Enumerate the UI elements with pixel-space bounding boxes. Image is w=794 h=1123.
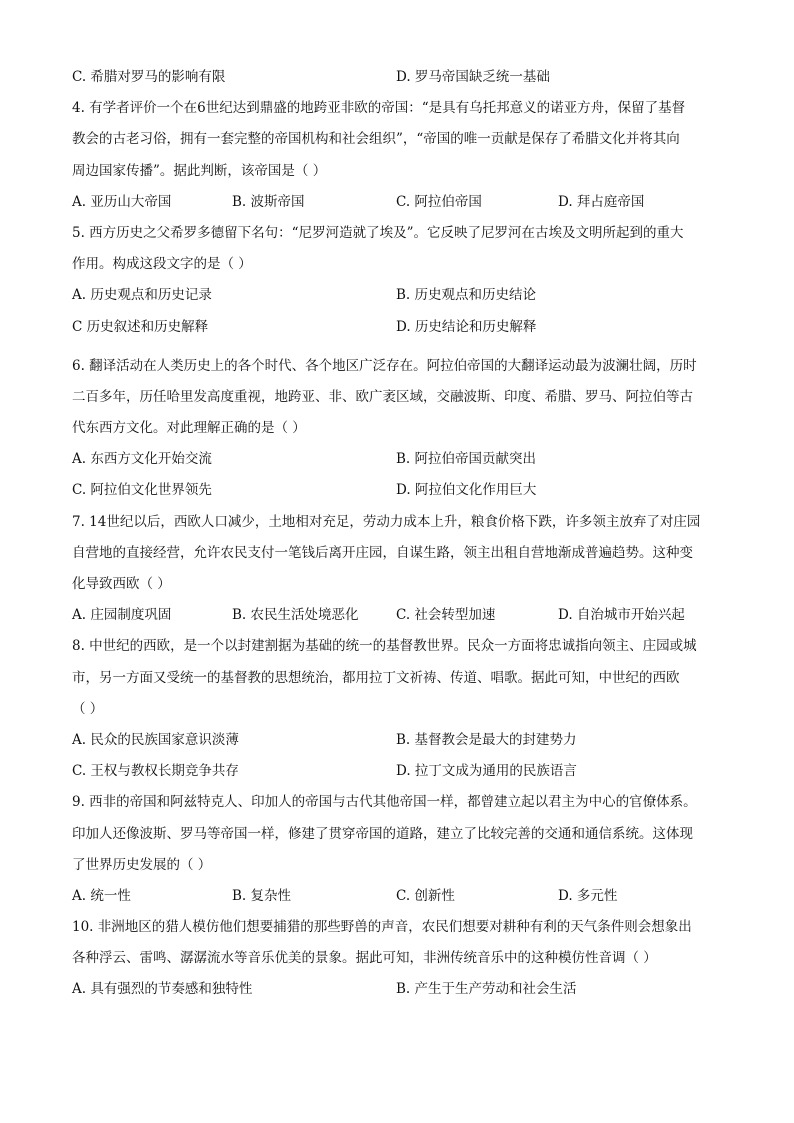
option-b: B. 复杂性 [232, 887, 292, 904]
option-a: A. 具有强烈的节奏感和独特性 [72, 981, 253, 998]
option-d: D. 阿拉伯文化作用巨大 [396, 482, 537, 499]
question-stem-line: 各种浮云、雷鸣、潺潺流水等音乐优美的景象。据此可知，非洲传统音乐中的这种模仿性音调（ ） [72, 950, 657, 967]
option-b: B. 基督教会是最大的封建势力 [396, 731, 577, 748]
option-a: A. 历史观点和历史记录 [72, 287, 212, 304]
option-c: C. 创新性 [396, 887, 455, 904]
option-c: C. 阿拉伯帝国 [396, 193, 482, 210]
option-d: D. 罗马帝国缺乏统一基础 [396, 69, 550, 85]
option-row [72, 974, 724, 1005]
question-7 [72, 507, 724, 632]
question-10 [72, 912, 724, 1006]
option-a: A. 统一性 [72, 887, 131, 904]
question-4 [72, 93, 724, 218]
option-row [72, 280, 724, 311]
option-row [72, 725, 724, 756]
question-stem-line: 代东西方文化。对此理解正确的是（ ） [72, 420, 306, 437]
option-d: D. 拉丁文成为通用的民族语言 [396, 763, 577, 780]
question-stem-line: 9. 西非的帝国和阿兹特克人、印加人的帝国与古代其他帝国一样，都曾建立起以君主为中心的官僚体系。 [72, 794, 697, 811]
option-a: A. 庄园制度巩固 [72, 607, 172, 624]
option-row [72, 187, 724, 218]
question-stem-line: （ ） [72, 700, 104, 717]
option-b: B. 农民生活处境恶化 [232, 607, 359, 624]
option-d: D. 自治城市开始兴起 [558, 607, 685, 624]
question-9 [72, 787, 724, 912]
option-c: C 历史叙述和历史解释 [72, 318, 209, 335]
question-stem-line: 周边国家传播”。据此判断，该帝国是（ ） [72, 162, 327, 179]
option-row [72, 600, 724, 631]
question-stem-line: 印加人还像波斯、罗马等帝国一样，修建了贯穿帝国的道路，建立了比较完善的交通和通信系统。这体现 [72, 825, 693, 842]
question-stem-line: 8. 中世纪的西欧，是一个以封建割据为基础的统一的基督教世界。民众一方面将忠诚指向领主、庄园或城 [72, 638, 697, 655]
question-stem-line: 5. 西方历史之父希罗多德留下名句：“尼罗河造就了埃及”。它反映了尼罗河在古埃及文明所起到的重大 [72, 224, 684, 241]
question-stem-line: 10. 非洲地区的猎人模仿他们想要捕猎的那些野兽的声音，农民们想要对耕种有利的天气条件则会想象出 [72, 919, 692, 936]
question-stem-line: 7. 14世纪以后，西欧人口减少，土地相对充足，劳动力成本上升，粮食价格下跌，许多领主放弃了对庄园 [72, 513, 701, 530]
exam-page [72, 62, 724, 1006]
option-a: A. 东西方文化开始交流 [72, 451, 212, 468]
option-b: B. 阿拉伯帝国贡献突出 [396, 451, 537, 468]
option-a: A. 亚历山大帝国 [72, 193, 172, 210]
option-c: C. 社会转型加速 [396, 607, 496, 624]
option-c: C. 王权与教权长期竞争共存 [72, 763, 239, 780]
question-5 [72, 218, 724, 343]
option-b: B. 产生于生产劳动和社会生活 [396, 981, 577, 998]
option-d: D. 历史结论和历史解释 [396, 318, 537, 335]
option-c: C. 阿拉伯文化世界领先 [72, 482, 212, 499]
question-6 [72, 351, 724, 507]
option-d: D. 拜占庭帝国 [558, 193, 645, 210]
option-b: B. 历史观点和历史结论 [396, 287, 537, 304]
question-8 [72, 631, 724, 787]
question-stem-line: 6. 翻译活动在人类历史上的各个时代、各个地区广泛存在。阿拉伯帝国的大翻译运动最为波澜壮阔，历时 [72, 357, 697, 374]
question-stem-line: 作用。构成这段文字的是（ ） [72, 256, 252, 273]
question-stem-line: 市，另一方面又受统一的基督教的思想统治，都用拉丁文祈祷、传道、唱歌。据此可知，中世纪的西欧 [72, 669, 680, 686]
option-row [72, 756, 724, 787]
question-stem-line: 教会的古老习俗，拥有一套完整的帝国机构和社会组织”，“帝国的唯一贡献是保存了希腊文化并将其向 [72, 131, 680, 148]
option-row [72, 475, 724, 506]
spacer [72, 343, 724, 351]
question-stem-line: 了世界历史发展的（ ） [72, 856, 212, 873]
option-row [72, 312, 724, 343]
question-stem-line: 自营地的直接经营，允许农民支付一笔钱后离开庄园，自谋生路，领主出租自营地渐成普遍趋势。这种变 [72, 544, 693, 561]
option-row [72, 881, 724, 912]
question-stem-line: 二百多年，历任哈里发高度重视，地跨亚、非、欧广袤区域，交融波斯、印度、希腊、罗马、阿拉伯等古 [72, 388, 693, 405]
prev-options [72, 62, 724, 93]
option-d: D. 多元性 [558, 887, 618, 904]
option-row [72, 444, 724, 475]
option-a: A. 民众的民族国家意识淡薄 [72, 731, 239, 748]
option-c: C. 希腊对罗马的影响有限 [72, 69, 226, 85]
question-stem-line: 4. 有学者评价一个在6世纪达到鼎盛的地跨亚非欧的帝国：“是具有乌托邦意义的诺亚方舟，保留了基督 [72, 100, 686, 117]
question-stem-line: 化导致西欧（ ） [72, 576, 171, 592]
option-b: B. 波斯帝国 [232, 193, 305, 210]
